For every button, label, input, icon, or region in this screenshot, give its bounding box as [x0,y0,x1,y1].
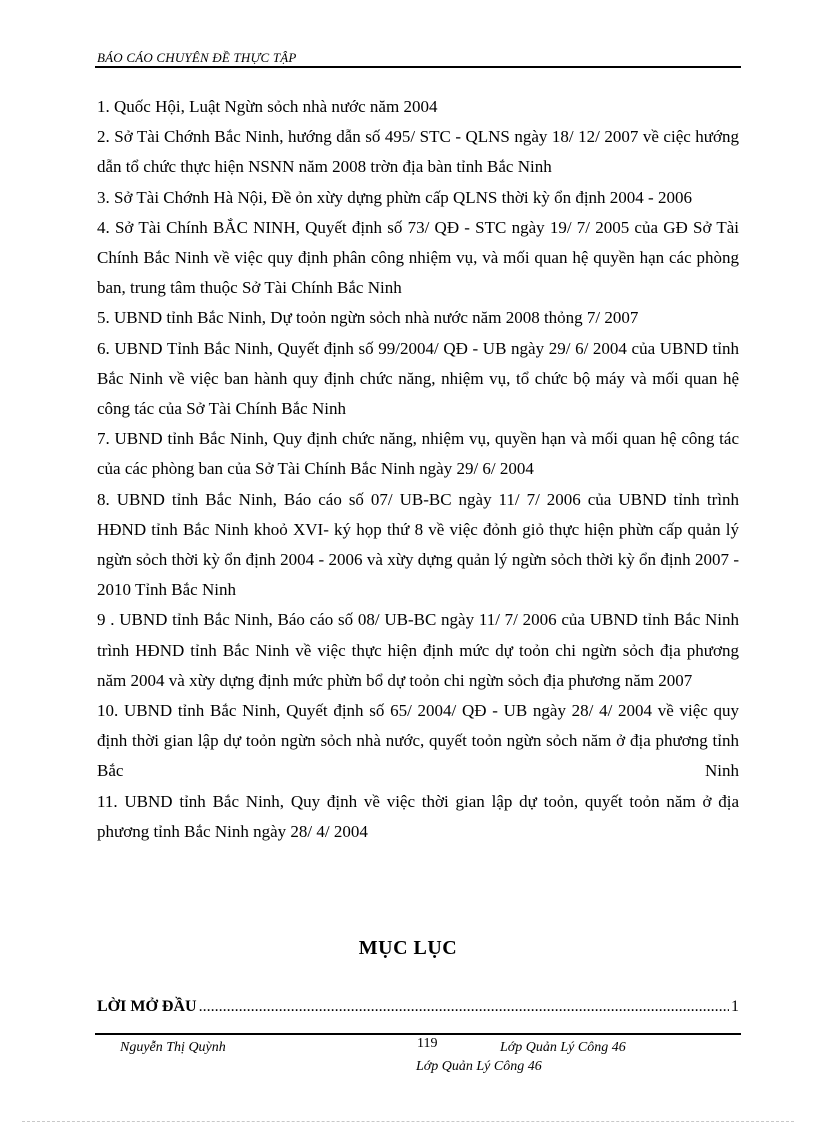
toc-leader-dots [199,998,729,1016]
reference-item-3: 3. Sở Tài Chớnh Hà Nội, Đề ỏn xừy dựng phừn cấp QLNS thời kỳ ổn định 2004 - 2006 [97,187,692,207]
footer-class-name: Lớp Quản Lý Công 46 [500,1040,626,1055]
toc-title: MỤC LỤC [358,937,458,959]
header-title: BÁO CÁO CHUYÊN ĐỀ THỰC TẬP [97,50,297,65]
footer-divider [95,1033,741,1035]
reference-item-11: 11. UBND tỉnh Bắc Ninh, Quy định về việc thời gian lập dự toỏn, quyết toỏn năm ở địa phương tỉnh Bắc Ninh ngày 28/ 4/ 2004 [97,791,739,841]
reference-item-6: 6. UBND Tỉnh Bắc Ninh, Quyết định số 99/2004/ QĐ - UB ngày 29/ 6/ 2004 của UBND tỉnh Bắc Ninh về việc ban hành quy định chức năng, nhiệm vụ, tổ chức bộ máy và mối quan hệ công tác của Sở Tài Chính Bắc Ninh [97,338,739,419]
toc-entry[interactable] [97,998,739,1022]
toc-entry-label: LỜI MỞ ĐẦU [97,998,197,1015]
reference-item-9: 9 . UBND tỉnh Bắc Ninh, Báo cáo số 08/ UB-BC ngày 11/ 7/ 2006 của UBND tỉnh Bắc Ninh trình HĐND tỉnh Bắc Ninh về việc thực hiện định mức dự toỏn chi ngừn sỏch địa phương năm 2004 và xừy dựng định mức phừn bổ dự toỏn chi ngừn sỏch địa phương năm 2007 [97,610,739,690]
reference-item-10: 10. UBND tỉnh Bắc Ninh, Quyết định số 65/ 2004/ QĐ - UB ngày 28/ 4/ 2004 về việc quy định thời gian lập dự toỏn ngừn sỏch nhà nước, quyết toỏn ngừn sỏch năm ở địa phương tỉnh Bắc Ninh [97,701,739,781]
reference-item-8: 8. UBND tỉnh Bắc Ninh, Báo cáo số 07/ UB-BC ngày 11/ 7/ 2006 của UBND tỉnh trình HĐND tỉnh Bắc Ninh khoỏ XVI- ký họp thứ 8 về việc đỏnh giỏ thực hiện phừn cấp quản lý ngừn sỏch thời kỳ ổn định 2004 - 2006 và xừy dựng quản lý ngừn sỏch thời kỳ ổn định 2007 - 2010 Tỉnh Bắc Ninh [97,489,739,600]
reference-item-2: 2. Sở Tài Chớnh Bắc Ninh, hướng dẫn số 495/ STC - QLNS ngày 18/ 12/ 2007 về ciệc hướng dẫn tổ chức thực hiện NSNN năm 2008 trờn địa bàn tỉnh Bắc Ninh [97,127,739,177]
reference-list [97,92,739,847]
reference-item-1: 1. Quốc Hội, Luật Ngừn sỏch nhà nước năm 2004 [97,97,438,116]
reference-item-4: 4. Sở Tài Chính BẮC NINH, Quyết định số 73/ QĐ - STC ngày 19/ 7/ 2005 của GĐ Sở Tài Chính Bắc Ninh về việc quy định phân công nhiệm vụ, và mối quan hệ quyền hạn các phòng ban, trung tâm thuộc Sở Tài Chính Bắc Ninh [97,217,739,298]
footer-class-name-repeat: Lớp Quản Lý Công 46 [416,1059,542,1074]
reference-item-7: 7. UBND tỉnh Bắc Ninh, Quy định chức năng, nhiệm vụ, quyền hạn và mối quan hệ công tác của các phòng ban của Sở Tài Chính Bắc Ninh ngày 29/ 6/ 2004 [97,429,739,479]
reference-item-5: 5. UBND tỉnh Bắc Ninh, Dự toỏn ngừn sỏch nhà nước năm 2008 thỏng 7/ 2007 [97,308,639,328]
footer-author: Nguyễn Thị Quỳnh [120,1040,226,1055]
header-divider [95,66,741,68]
toc-entry-page: 1 [731,998,739,1015]
page-break-line [22,1121,794,1122]
footer-page-number: 119 [417,1036,438,1051]
